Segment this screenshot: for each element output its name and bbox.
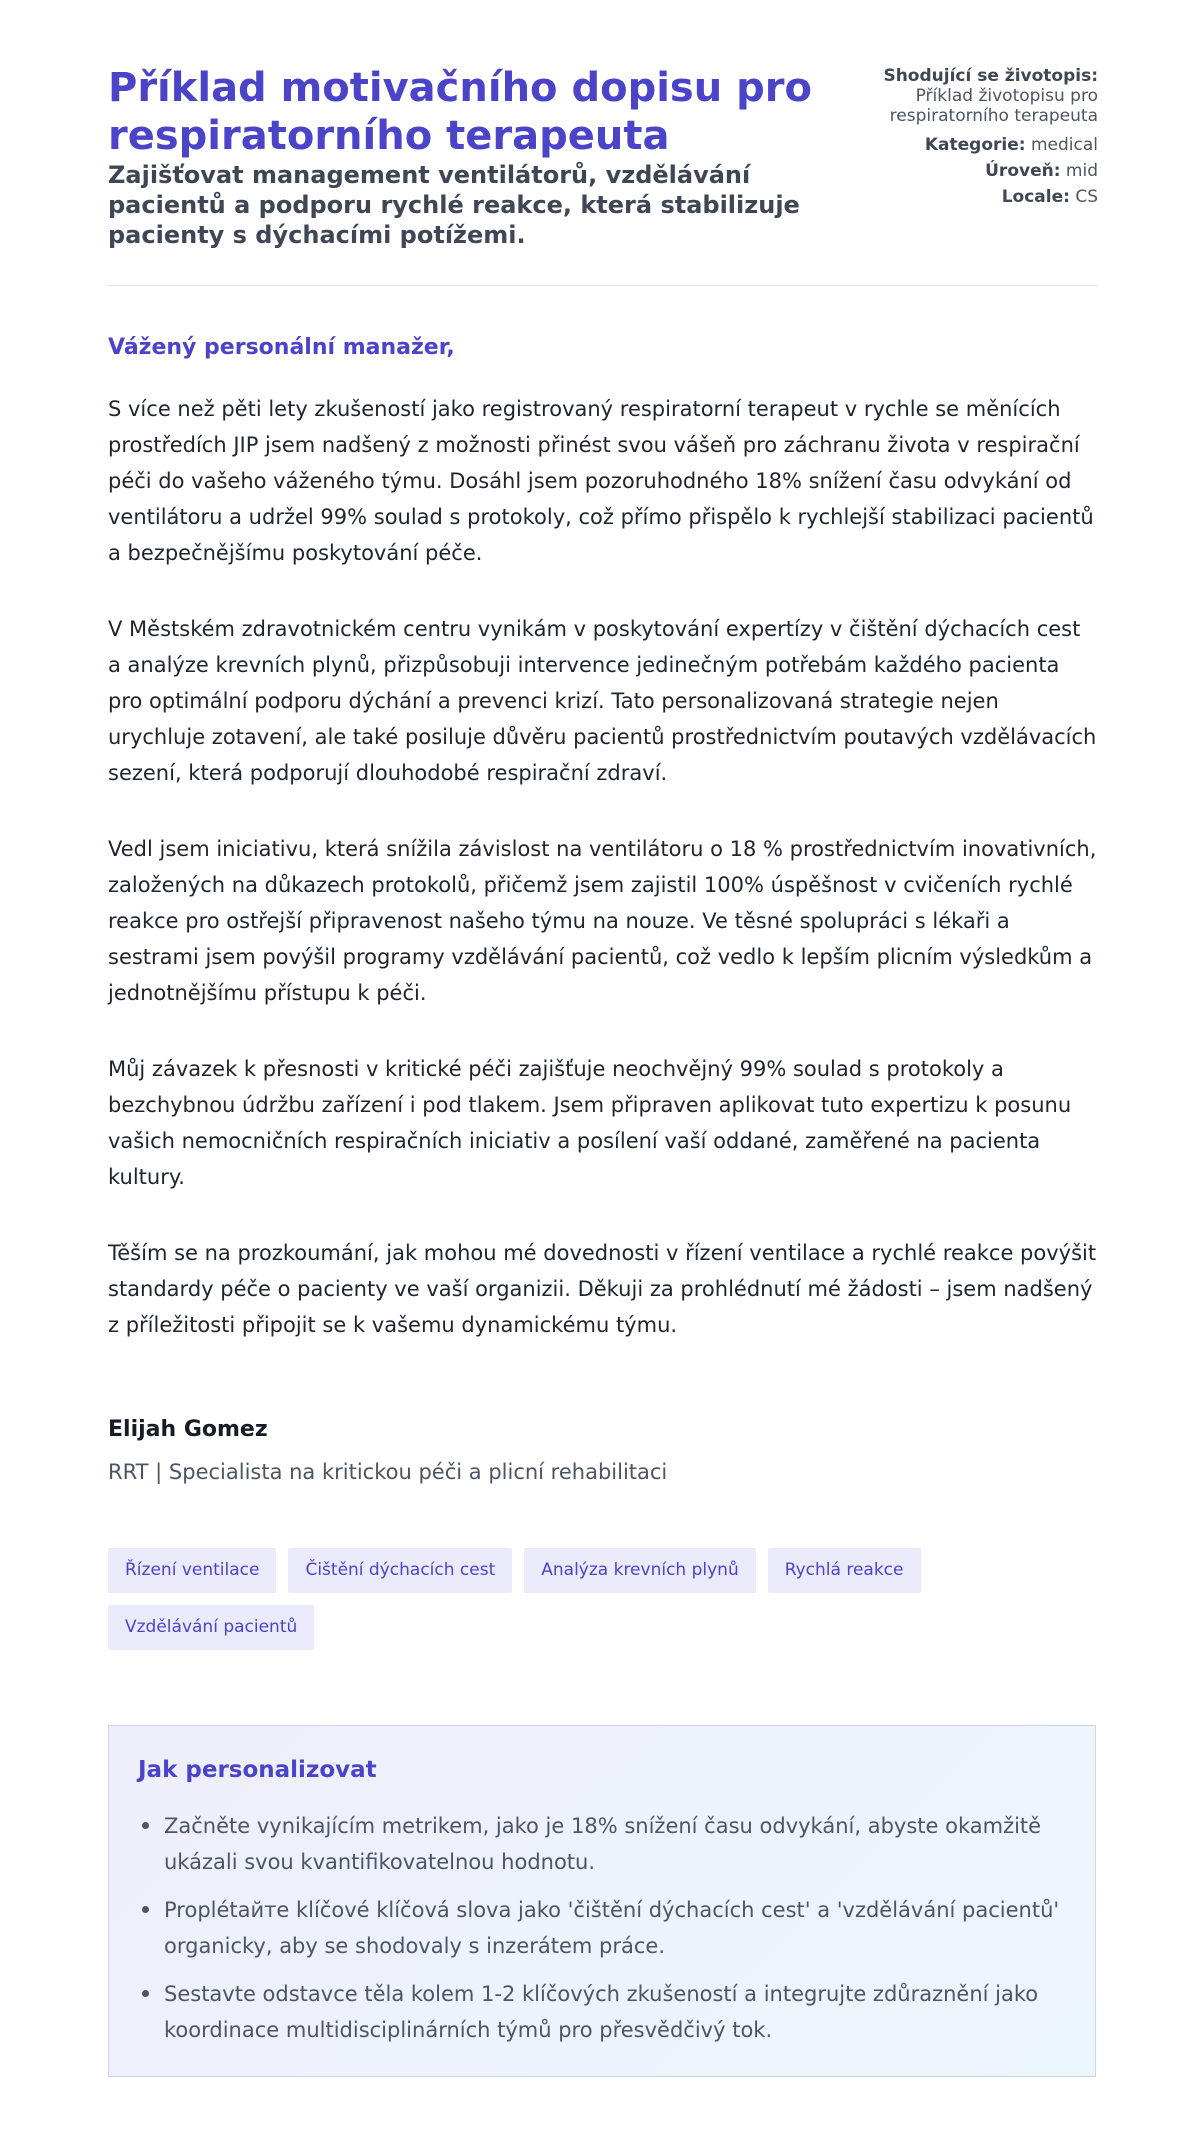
letter-salutation: Vážený personální manažer, [108, 335, 455, 360]
meta-resume-label: Shodující se životopis: [883, 66, 1098, 86]
document-header [108, 0, 1098, 286]
letter-paragraph: V Městském zdravotnickém centru vynikám v poskytování expertízy v čištění dýchacích cest a analýze krevních plynů, přizpůsobuji intervence jedinečným potřebám každého pacienta pro optimální podporu dýchání a prevenci krizí. Tato personalizovaná strategie nejen urychluje zotavení, ale také posiluje důvěru pacientů prostřednictvím poutavých vzdělávacích sezení, která podporují dlouhodobé respirační zdraví. [108, 617, 1097, 785]
skill-tag: Analýza krevních plynů [524, 1548, 755, 1593]
letter-paragraph: S více než pěti lety zkušeností jako registrovaný respiratorní terapeut v rychle se měnících prostředích JIP jsem nadšený z možnosti přinést svou vášeň pro záchranu života v respirační péči do vašeho váženého týmu. Dosáhl jsem pozoruhodného 18% snížení času odvykání od ventilátoru a udržel 99% soulad s protokoly, což přímo přispělo k rychlejší stabilizaci pacientů a bezpečnějšímu poskytování péče. [108, 397, 1094, 565]
tips-list [164, 1808, 1064, 2060]
tip-item: Začněte vynikajícím metrikem, jako je 18% snížení času odvykání, abyste okamžitě ukázali svou kvantifikovatelnou hodnotu. [164, 1808, 1064, 1880]
meta-locale [798, 184, 1098, 210]
signature-role: RRT | Specialista na kritickou péči a plicní rehabilitaci [108, 1460, 668, 1484]
page-subtitle: Zajišťovat management ventilátorů, vzdělávání pacientů a podporu rychlé reakce, která stabilizuje pacienty s dýchacími potížemi. [108, 161, 800, 249]
meta-level-value: mid [1065, 161, 1098, 181]
signature-block [108, 1415, 667, 1487]
tips-title: Jak personalizovat [138, 1757, 377, 1783]
skill-tags [108, 1548, 1098, 1650]
skill-tag: Rychlá reakce [768, 1548, 921, 1593]
letter-paragraph: Těším se na prozkoumání, jak mohou mé dovednosti v řízení ventilace a rychlé reakce povýšit standardy péče o pacienty ve vaší organizii. Děkuji za prohlédnutí mé žádosti – jsem nadšený z příležitosti připojit se k vašemu dynamickému týmu. [108, 1241, 1097, 1337]
meta-resume [798, 66, 1098, 126]
meta-level [798, 158, 1098, 184]
meta-panel [798, 66, 1098, 210]
meta-category-label: Kategorie: [924, 135, 1026, 155]
personalize-tips-box [108, 1725, 1096, 2077]
document [108, 0, 1098, 2042]
letter-body [108, 391, 1098, 1383]
meta-locale-label: Locale: [1001, 187, 1070, 207]
meta-locale-value: CS [1075, 187, 1098, 207]
tip-item: Proplétайте klíčové klíčová slova jako 'čištění dýchacích cest' a 'vzdělávání pacientů' organicky, aby se shodovaly s inzerátem práce. [164, 1892, 1064, 1964]
skill-tag: Řízení ventilace [108, 1548, 276, 1593]
letter-paragraph: Můj závazek k přesnosti v kritické péči zajišťuje neochvějný 99% soulad s protokoly a bezchybnou údržbu zařízení i pod tlakem. Jsem připraven aplikovat tuto expertizu k posunu vašich nemocničních respiračních iniciativ a posílení vaší oddané, zaměřené na pacienta kultury. [108, 1057, 1072, 1189]
letter-paragraph: Vedl jsem iniciativu, která snížila závislost na ventilátoru o 18 % prostřednictvím inovativních, založených na důkazech protokolů, přičemž jsem zajistil 100% úspěšnost v cvičeních rychlé reakce pro ostřejší připravenost našeho týmu na nouze. Ve těsné spolupráci s lékaři a sestrami jsem povýšil programy vzdělávání pacientů, což vedlo k lepším plicním výsledkům a jednotnějšímu přístupu k péči. [108, 837, 1097, 1005]
tip-item: Sestavte odstavce těla kolem 1-2 klíčových zkušeností a integrujte zdůraznění jako koordinace multidisciplinárních týmů pro přesvědčivý tok. [164, 1976, 1064, 2048]
meta-category-value: medical [1030, 135, 1098, 155]
meta-category [798, 132, 1098, 158]
page-title: Příklad motivačního dopisu pro respiratorního terapeuta [108, 65, 812, 159]
signature-name: Elijah Gomez [108, 1417, 268, 1442]
skill-tag: Vzdělávání pacientů [108, 1605, 314, 1650]
meta-resume-link[interactable]: Příklad životopisu pro respiratorního terapeuta [889, 86, 1098, 126]
skill-tag: Čištění dýchacích cest [288, 1548, 512, 1593]
meta-level-label: Úroveň: [985, 161, 1061, 181]
